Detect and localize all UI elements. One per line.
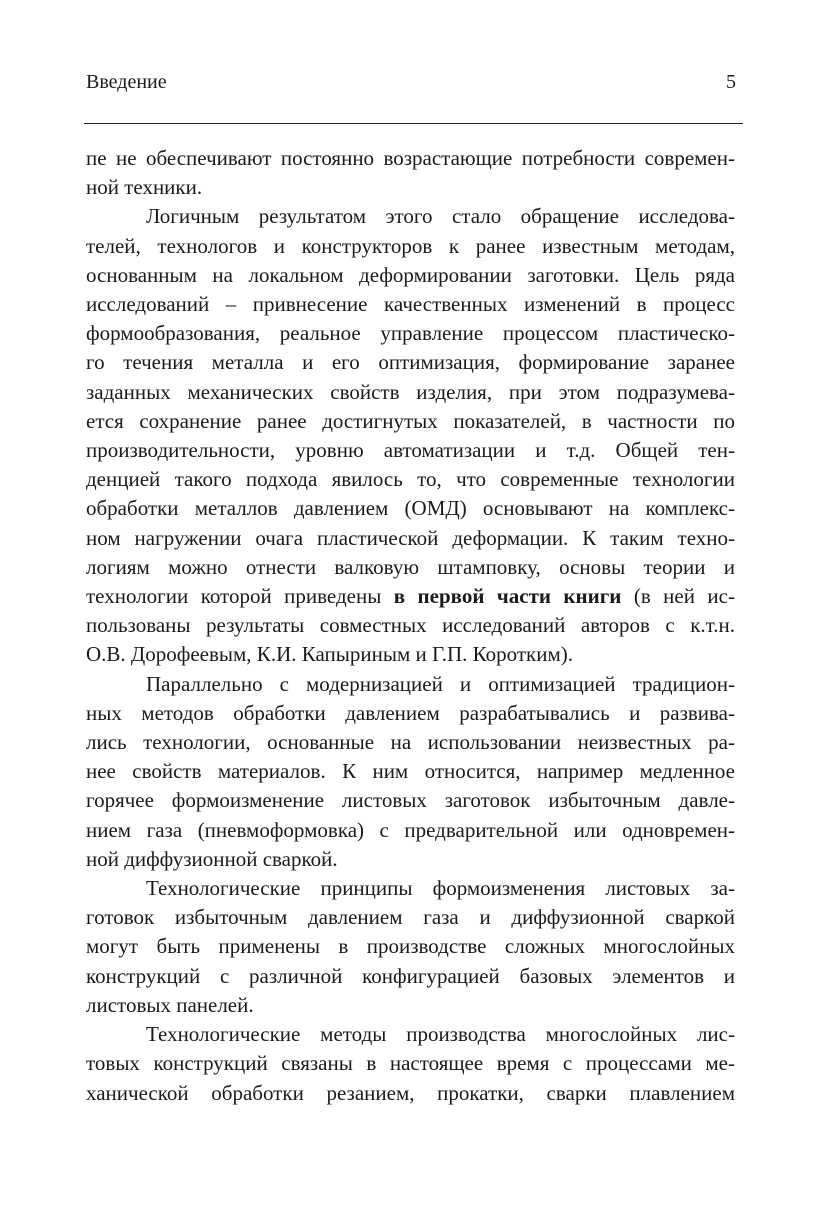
text-line: основанным на локальном деформировании заготовки. Цель ряда [86, 262, 735, 287]
text-run: (в ней ис- [621, 584, 735, 609]
text-line: нее свойств материалов. К ним относится, например медленное [86, 759, 735, 784]
text-line: товых конструкций связаны в настоящее время с процессами ме- [86, 1051, 735, 1076]
text-line: исследований – привнесение качественных изменений в процесс [86, 292, 735, 317]
text-line: ном нагружении очага пластической деформации. К таким техно- [86, 525, 735, 550]
section-title: Введение [86, 71, 167, 93]
text-line: готовок избыточным давлением газа и диффузионной сваркой [86, 905, 735, 930]
text-line: горячее формоизменение листовых заготовок избыточным давле- [86, 788, 735, 813]
text-line: конструкций с различной конфигурацией базовых элементов и [86, 963, 735, 988]
text-line: могут быть применены в производстве сложных многослойных [86, 934, 735, 959]
body-text [86, 144, 735, 1108]
text-line: производительности, уровню автоматизации и т.д. Общей тен- [86, 438, 735, 463]
text-line: денцией такого подхода явилось то, что современные технологии [86, 467, 735, 492]
text-line: ной техники. [86, 175, 203, 200]
text-line: ется сохранение ранее достигнутых показателей, в частности по [86, 408, 735, 433]
text-line: пользованы результаты совместных исследований авторов с к.т.н. [86, 613, 735, 638]
text-line: лись технологии, основанные на использовании неизвестных ра- [86, 730, 735, 755]
text-line: го течения металла и его оптимизация, формирование заранее [86, 350, 735, 375]
text-line: Технологические принципы формоизменения листовых за- [146, 876, 735, 901]
text-line: заданных механических свойств изделия, при этом подразумева- [86, 379, 735, 404]
text-line: ных методов обработки давлением разрабатывались и развива- [86, 700, 735, 725]
emphasis-first-part-of-book: в первой части книги [393, 584, 622, 609]
text-line: Технологические методы производства многослойных лис- [146, 1022, 735, 1047]
text-line-with-emphasis [86, 582, 735, 611]
text-line: пе не обеспечивают постоянно возрастающие потребности современ- [86, 146, 735, 170]
text-run: технологии которой приведены [86, 584, 394, 609]
text-line: формообразования, реальное управление процессом пластическо- [86, 321, 735, 346]
text-line: ханической обработки резанием, прокатки, сварки плавлением [86, 1080, 735, 1105]
text-line: Параллельно с модернизацией и оптимизацией традицион- [146, 671, 735, 696]
text-line: нием газа (пневмоформовка) с предварительной или одновремен- [86, 817, 735, 842]
page-number: 5 [726, 71, 736, 93]
text-line: логиям можно отнести валковую штамповку, основы теории и [86, 554, 735, 579]
text-line: телей, технологов и конструкторов к ранее известным методам, [86, 233, 735, 258]
text-line: Логичным результатом этого стало обращение исследова- [146, 204, 735, 229]
text-line: ной диффузионной сваркой. [86, 846, 338, 871]
header-rule [84, 123, 743, 124]
running-header [86, 68, 736, 96]
text-line: О.В. Дорофеевым, К.И. Капыриным и Г.П. Коротким). [86, 642, 573, 667]
text-line: листовых панелей. [86, 992, 254, 1017]
text-line: обработки металлов давлением (ОМД) основывают на комплекс- [86, 496, 735, 521]
